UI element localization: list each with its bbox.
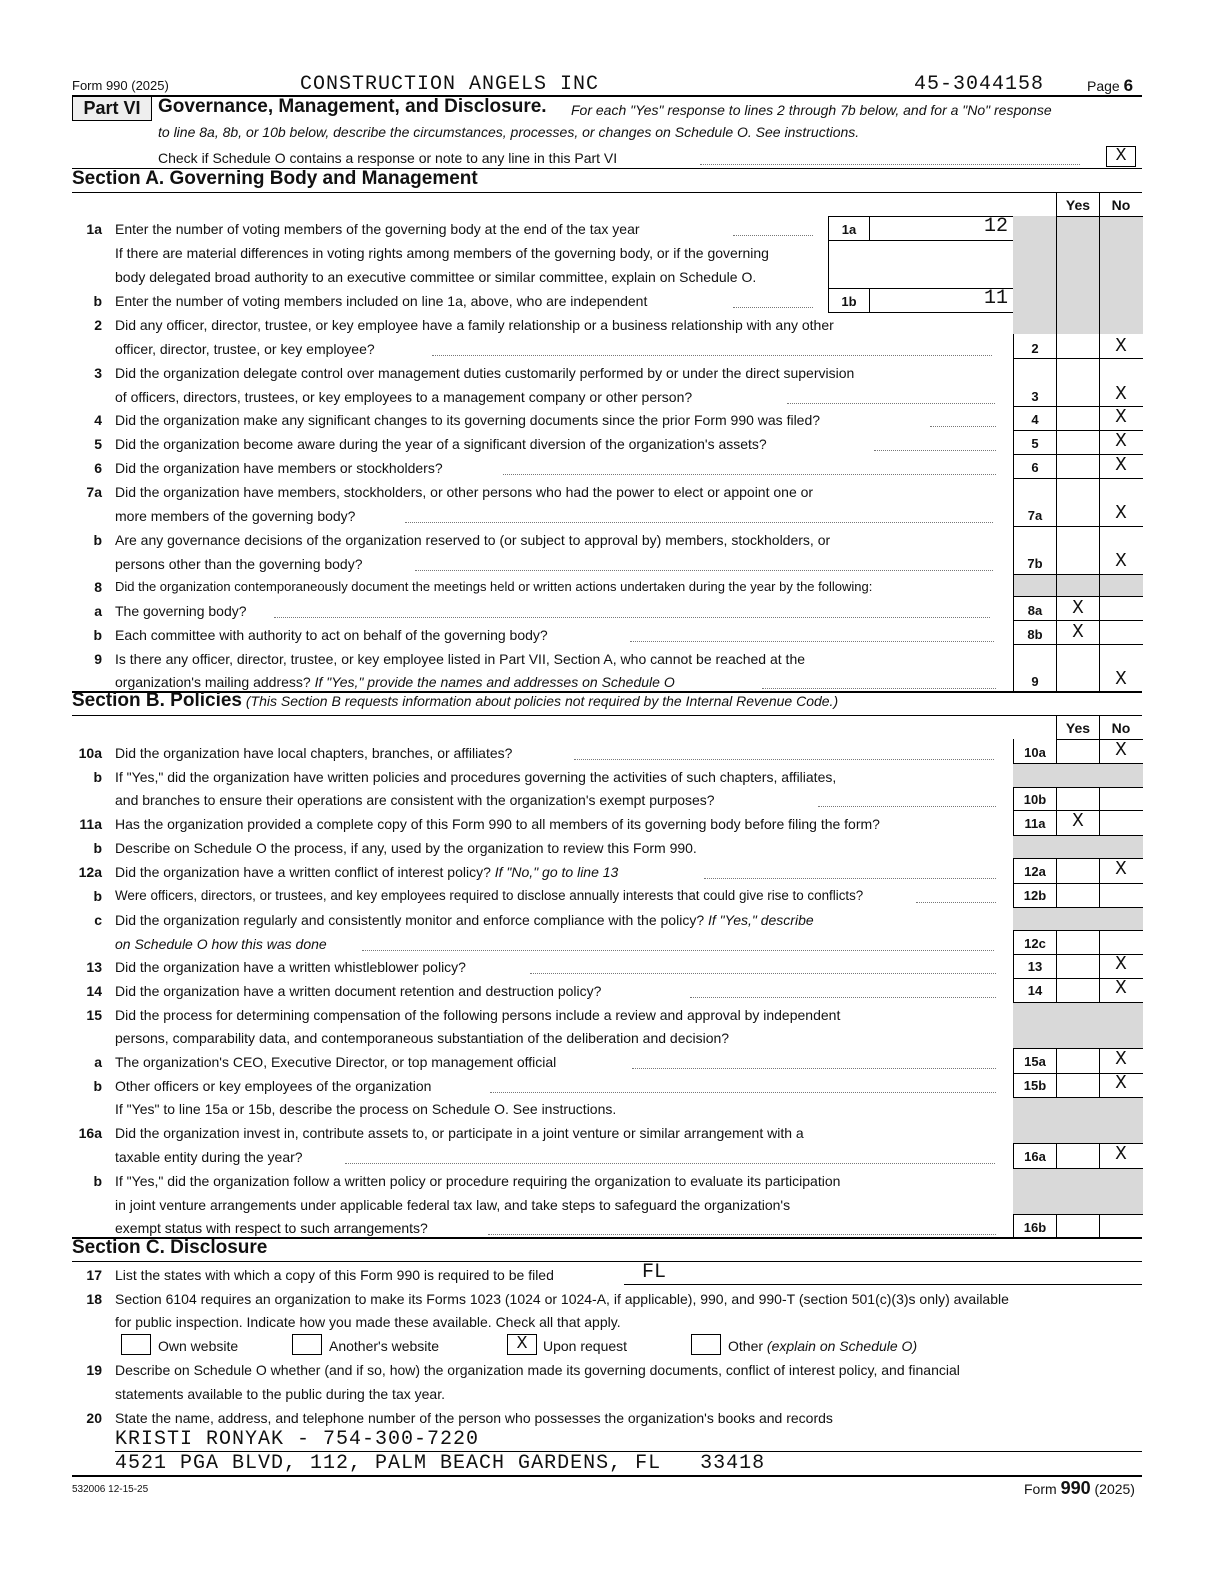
line-12b-label: 12b [1023,888,1047,903]
line-12a-no-mark: X [1115,858,1127,880]
line-number: b [93,293,102,309]
line-12a-text: Did the organization have a written conflict of interest policy? If "No," go to line 13 [115,864,619,880]
line-6-no-mark: X [1115,454,1127,476]
col-rule [869,288,870,312]
shaded-cells [1013,1002,1143,1048]
line-2-text-2: officer, director, trustee, or key employee? [115,341,375,357]
line-7a-text-2: more members of the governing body? [115,508,356,524]
line-11a-yes-mark: X [1072,810,1084,832]
line-7a-no-mark: X [1115,502,1127,524]
line-9-no-mark: X [1115,668,1127,690]
rule [72,715,1142,716]
rule [1013,478,1143,479]
rule [1013,907,1143,908]
rule [828,240,1013,241]
line-16b-text: If "Yes," did the organization follow a written policy or procedure requiring the organization to evaluate its participation [115,1173,841,1189]
shaded-cells [1013,907,1143,930]
line-number: 8 [94,579,102,595]
part-badge: Part VI [72,96,152,121]
leader-dots [818,806,996,807]
line-12b-text: Were officers, directors, or trustees, and key employees required to disclose annually interests that could give rise to conflicts? [115,888,864,903]
line-number: b [93,1078,102,1094]
line-number: 10a [78,745,102,761]
shaded-cells [1013,1168,1143,1214]
part-instruction-2: to line 8a, 8b, or 10b below, describe the circumstances, processes, or changes on Schedule O. See instructions. [158,124,860,140]
upon-request-checkbox[interactable]: X [507,1334,537,1355]
leader-dots [787,403,995,404]
line-6-text: Did the organization have members or stockholders? [115,460,443,476]
rule [828,312,1013,313]
line-8a-label: 8a [1027,603,1043,618]
part-instruction: For each "Yes" response to lines 2 through 7b below, and for a "No" response [571,102,1052,118]
leader-dots [762,688,996,689]
rule [1013,1168,1143,1169]
line-7b-no-mark: X [1115,550,1127,572]
rule [1013,574,1143,575]
line-number: a [94,1054,102,1070]
yes-header: Yes [1065,720,1091,736]
own-website-label: Own website [158,1338,239,1354]
line-4-text: Did the organization make any significant changes to its governing documents since the prior Form 990 was filed? [115,412,821,428]
line-number: 15 [86,1007,102,1023]
line-number: b [93,1173,102,1189]
line-5-label: 5 [1031,436,1039,451]
another-website-checkbox[interactable] [292,1334,322,1355]
line-2-label: 2 [1031,341,1039,356]
line-number: 16a [78,1125,102,1141]
line-12c-label: 12c [1024,936,1046,951]
line-1b-text: Enter the number of voting members included on line 1a, above, who are independent [115,293,648,309]
footer-form-id: Form 990 (2025) [1024,1478,1135,1498]
line-10a-text: Did the organization have local chapters, branches, or affiliates? [115,745,513,761]
rule [1013,1002,1143,1003]
line-14-text: Did the organization have a written document retention and destruction policy? [115,983,602,999]
shaded-cells [1013,763,1143,787]
line-9-text-2: organization's mailing address? If "Yes," provide the names and addresses on Schedule O [115,674,675,690]
line-number: 2 [94,317,102,333]
form-code: 532006 12-15-25 [72,1484,149,1495]
shaded-cells [1013,574,1143,596]
another-website-label: Another's website [329,1338,440,1354]
col-rule [869,216,870,240]
line-9-text: Is there any officer, director, trustee, or key employee listed in Part VII, Section A, who cannot be reached at the [115,651,806,667]
line-13-no-mark: X [1115,953,1127,975]
rule [1013,358,1143,359]
line-2-text: Did any officer, director, trustee, or key employee have a family relationship or a business relationship with any other [115,317,834,333]
leader-dots [916,902,996,903]
line-16a-text: Did the organization invest in, contribute assets to, or participate in a joint venture or similar arrangement with a [115,1125,804,1141]
line-6-label: 6 [1031,460,1039,475]
section-c-title: Section C. Disclosure [72,1237,268,1258]
line-15a-text: The organization's CEO, Executive Director, or top management official [115,1054,557,1070]
rule [72,192,1142,193]
line-7b-text-2: persons other than the governing body? [115,556,363,572]
line-number: a [94,603,102,619]
line-number: 1a [86,221,102,237]
ein: 45-3044158 [914,73,1045,96]
line-number: 12a [78,864,102,880]
line-8-text: Did the organization contemporaneously document the meetings held or written actions undertaken during the year by the following: [115,579,873,594]
line-15-text: Did the process for determining compensation of the following persons include a review and approval by independent [115,1007,841,1023]
line-18-text-2: for public inspection. Indicate how you made these available. Check all that apply. [115,1314,621,1330]
line-8b-text: Each committee with authority to act on behalf of the governing body? [115,627,548,643]
line-9-label: 9 [1031,674,1039,689]
line-number: b [93,840,102,856]
shaded-cells [1013,835,1143,858]
line-7b-text: Are any governance decisions of the organization reserved to (or subject to approval by) members, stockholders, or [115,532,831,548]
leader-dots [530,973,996,974]
line-15-text-2: persons, comparability data, and contemporaneous substantiation of the deliberation and decision? [115,1030,730,1046]
line-number: 13 [86,959,102,975]
line-17-text: List the states with which a copy of this Form 990 is required to be filed [115,1267,554,1283]
line-1-note-2: body delegated broad authority to an executive committee or similar committee, explain on Schedule O. [115,269,757,285]
org-name: CONSTRUCTION ANGELS INC [300,73,600,96]
line-7a-label: 7a [1027,508,1043,523]
leader-dots [432,355,992,356]
part-title: Governance, Management, and Disclosure. [158,96,547,117]
schedule-o-check-label: Check if Schedule O contains a response or note to any line in this Part VI [158,150,618,166]
line-14-no-mark: X [1115,977,1127,999]
line-number: 11a [79,816,102,832]
line-15a-no-mark: X [1115,1048,1127,1070]
no-header: No [1111,197,1131,213]
line-8a-yes-mark: X [1072,597,1084,619]
line-4-label: 4 [1031,412,1039,427]
rule [1013,763,1143,764]
line-11b-text: Describe on Schedule O the process, if any, used by the organization to review this Form 990. [115,840,697,856]
line-number: 18 [86,1291,102,1307]
line-7b-label: 7b [1027,556,1043,571]
line-19-text-2: statements available to the public during the tax year. [115,1386,445,1402]
line-10a-label: 10a [1024,745,1046,760]
line-1b-label: 1b [841,294,857,309]
line-number: 4 [94,412,102,428]
line-number: 19 [86,1362,102,1378]
rule [1056,216,1143,217]
line-10b-text: If "Yes," did the organization have written policies and procedures governing the activities of such chapters, affiliates, [115,769,837,785]
line-5-no-mark: X [1115,430,1127,452]
line-12c-text-2: on Schedule O how this was done [115,936,327,952]
line-7a-text: Did the organization have members, stockholders, or other persons who had the power to elect or appoint one or [115,484,814,500]
section-a-title: Section A. Governing Body and Management [72,168,478,189]
rule [624,1284,1142,1285]
line-1b-value: 11 [983,287,1008,310]
line-number: b [93,627,102,643]
line-8b-yes-mark: X [1072,621,1084,643]
line-number: 14 [86,983,102,999]
rule [1013,835,1143,836]
line-1a-text: Enter the number of voting members of the governing body at the end of the tax year [115,221,640,237]
rule [1013,526,1143,527]
leader-dots [490,1092,996,1093]
line-12c-text: Did the organization regularly and consistently monitor and enforce compliance with the policy? If "Yes," describe [115,912,814,928]
line-number: 9 [94,651,102,667]
line-1a-value: 12 [983,215,1008,238]
upon-request-label: Upon request [543,1338,628,1354]
rule [1013,930,1143,931]
line-14-label: 14 [1027,983,1043,998]
rule [1013,1214,1143,1215]
line-16b-text-3: exempt status with respect to such arrangements? [115,1220,428,1236]
line-16a-text-2: taxable entity during the year? [115,1149,303,1165]
leader-dots [704,878,996,879]
rule [1013,644,1143,645]
line-number: b [93,888,102,904]
line-1a-label: 1a [841,222,857,237]
line-11a-text: Has the organization provided a complete copy of this Form 990 to all members of its governing body before filing the form? [115,816,880,832]
section-rule [72,1475,1142,1477]
line-2-no-mark: X [1115,335,1127,357]
line-15b-label: 15b [1023,1078,1047,1093]
leader-dots [405,522,993,523]
line-20-text: State the name, address, and telephone number of the person who possesses the organization's books and records [115,1410,833,1426]
leader-dots [733,235,813,236]
line-1-note: If there are material differences in voting rights among members of the governing body, or if the governing [115,245,769,261]
leader-dots [503,474,996,475]
own-website-checkbox[interactable] [121,1334,151,1355]
line-16a-label: 16a [1024,1149,1046,1164]
form-id: Form 990 (2025) [72,78,169,93]
states-filed-value: FL [642,1261,667,1284]
line-13-label: 13 [1027,959,1043,974]
line-15a-label: 15a [1024,1054,1046,1069]
line-3-label: 3 [1031,389,1039,404]
line-18-text: Section 6104 requires an organization to make its Forms 1023 (1024 or 1024-A, if applicable), 990, and 990-T (section 501(c)(3)s only) available [115,1291,1009,1307]
leader-dots [700,164,1080,165]
leader-dots [733,307,813,308]
leader-dots [362,950,994,951]
records-contact: KRISTI RONYAK - 754-300-7220 [115,1428,480,1451]
line-number: 7a [86,484,102,500]
line-10a-no-mark: X [1115,739,1127,761]
line-16b-text-2: in joint venture arrangements under applicable federal tax law, and take steps to safeguard the organization's [115,1197,791,1213]
leader-dots [690,997,996,998]
leader-dots [630,641,994,642]
leader-dots [874,450,996,451]
other-label: Other (explain on Schedule O) [728,1338,918,1354]
line-13-text: Did the organization have a written whistleblower policy? [115,959,466,975]
leader-dots [930,426,996,427]
line-3-no-mark: X [1115,383,1127,405]
line-8a-text: The governing body? [115,603,247,619]
rule [72,1261,1142,1262]
line-3-text-2: of officers, directors, trustees, or key employees to a management company or other person? [115,389,693,405]
leader-dots [488,1234,996,1235]
yes-header: Yes [1065,197,1091,213]
leader-dots [632,1068,996,1069]
leader-dots [345,1163,995,1164]
line-3-text: Did the organization delegate control over management duties customarily performed by or under the direct supervision [115,365,855,381]
other-checkbox[interactable] [691,1334,721,1355]
line-5-text: Did the organization become aware during the year of a significant diversion of the organization's assets? [115,436,767,452]
rule [1013,787,1143,788]
schedule-o-checkbox[interactable]: X [1106,146,1136,167]
line-number: c [94,912,102,928]
line-15-note: If "Yes" to line 15a or 15b, describe the process on Schedule O. See instructions. [115,1101,617,1117]
line-16b-label: 16b [1023,1220,1047,1235]
line-15b-text: Other officers or key employees of the organization [115,1078,432,1094]
line-19-text: Describe on Schedule O whether (and if so, how) the organization made its governing documents, conflict of interest policy, and financial [115,1362,960,1378]
line-11a-label: 11a [1024,816,1046,831]
section-b-heading: Section B. Policies (This Section B requests information about policies not required by the Internal Revenue Code.) [72,690,839,711]
line-number: 5 [94,436,102,452]
line-16a-no-mark: X [1115,1143,1127,1165]
line-number: b [93,532,102,548]
line-8b-label: 8b [1027,627,1043,642]
line-15b-no-mark: X [1115,1072,1127,1094]
line-number: 17 [86,1267,102,1283]
line-number: 3 [94,365,102,381]
line-10b-text-2: and branches to ensure their operations are consistent with the organization's exempt purposes? [115,792,715,808]
no-header: No [1111,720,1131,736]
line-number: b [93,769,102,785]
rule [1013,1097,1143,1098]
shaded-cells [1013,1097,1143,1143]
page-number: Page 6 [1087,76,1134,95]
leader-dots [274,617,990,618]
line-number: 6 [94,460,102,476]
line-4-no-mark: X [1115,406,1127,428]
records-address: 4521 PGA BLVD, 112, PALM BEACH GARDENS, FL 33418 [115,1452,766,1475]
line-10b-label: 10b [1023,792,1047,807]
rule [1013,883,1143,884]
line-12a-label: 12a [1024,864,1046,879]
shaded-cells [1013,216,1143,334]
line-number: 20 [86,1410,102,1426]
leader-dots [574,759,994,760]
leader-dots [415,570,993,571]
